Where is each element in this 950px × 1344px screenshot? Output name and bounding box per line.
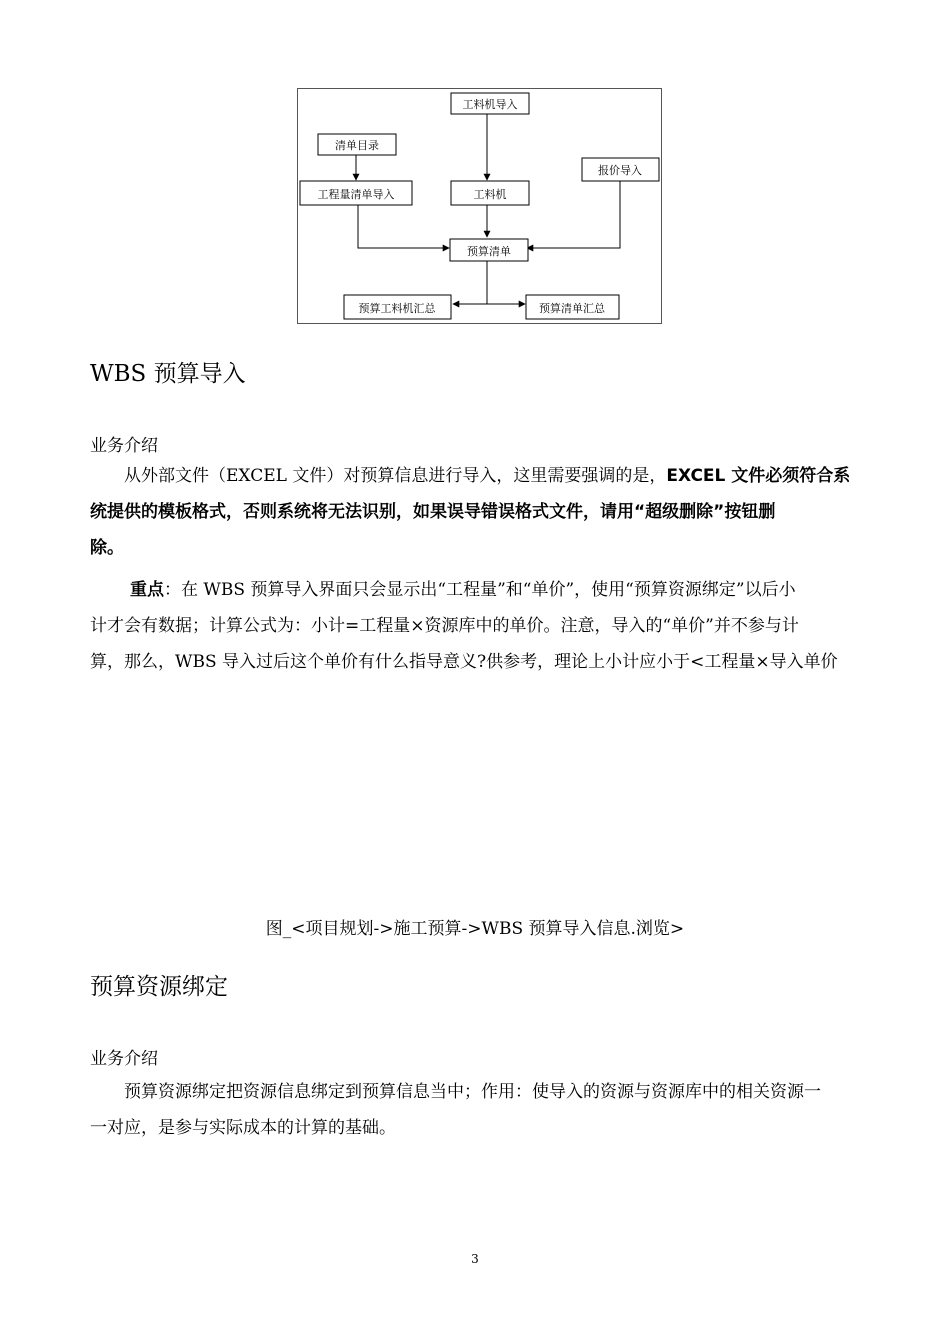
node-label: 预算清单	[467, 245, 511, 258]
node-label: 报价导入	[598, 164, 642, 177]
paragraph-line: 算，那么，WBS 导入过后这个单价有什么指导意义?供参考，理论上小计应小于<工程量×导入单价	[90, 652, 838, 672]
paragraph-line: 预算资源绑定把资源信息绑定到预算信息当中；作用：使导入的资源与资源库中的相关资源一	[124, 1082, 821, 1102]
paragraph-line	[90, 572, 870, 608]
node-gongliaoji-import	[451, 93, 529, 114]
paragraph-key-point	[90, 572, 870, 680]
diagram-frame	[298, 89, 662, 324]
node-baojia-import	[582, 158, 659, 181]
node-gongchengliang-import	[300, 181, 412, 205]
node-label: 预算清单汇总	[539, 302, 605, 315]
node-label: 预算工料机汇总	[358, 302, 436, 315]
node-qingdan-mulu	[318, 134, 396, 155]
node-label: 清单目录	[335, 139, 379, 152]
text-normal: 从外部文件（EXCEL 文件）对预算信息进行导入，这里需要强调的是，	[124, 466, 667, 486]
node-label: 工料机	[473, 188, 507, 201]
paragraph-excel-import	[90, 458, 870, 566]
text-normal: ：在 WBS 预算导入界面只会显示出“工程量”和“单价”，使用“预算资源绑定”以后小	[164, 580, 796, 600]
node-label: 工料机导入	[462, 98, 518, 111]
paragraph-line	[90, 458, 870, 494]
node-label: 工程量清单导入	[317, 188, 395, 201]
paragraph-line: 计才会有数据；计算公式为：小计=工程量×资源库中的单价。注意，导入的“单价”并不参与计	[90, 616, 799, 636]
section-heading-resource-binding: 预算资源绑定	[90, 974, 228, 1000]
node-yusuan-qingdan-summary	[526, 295, 619, 319]
paragraph-line: 一对应，是参与实际成本的计算的基础。	[90, 1118, 396, 1138]
flow-diagram-svg	[297, 88, 662, 324]
node-gongliaoji	[451, 181, 529, 205]
section-heading-wbs-import: WBS 预算导入	[90, 361, 246, 387]
page-number: 3	[471, 1252, 479, 1266]
section-subheading: 业务介绍	[90, 436, 158, 456]
paragraph-line: 除。	[90, 538, 124, 558]
node-yusuan-gongliaoji-summary	[344, 295, 451, 319]
paragraph-resource-binding	[90, 1074, 870, 1146]
section-subheading: 业务介绍	[90, 1049, 158, 1069]
text-bold: EXCEL 文件必须符合系	[666, 466, 851, 486]
key-point-label: 重点	[130, 580, 164, 600]
flow-diagram	[297, 88, 662, 324]
paragraph-line: 统提供的模板格式，否则系统将无法识别，如果误导错误格式文件，请用“超级删除”按钮删	[90, 502, 776, 522]
figure-caption: 图_<项目规划->施工预算->WBS 预算导入信息.浏览>	[265, 919, 685, 939]
node-yusuan-qingdan	[450, 239, 528, 261]
